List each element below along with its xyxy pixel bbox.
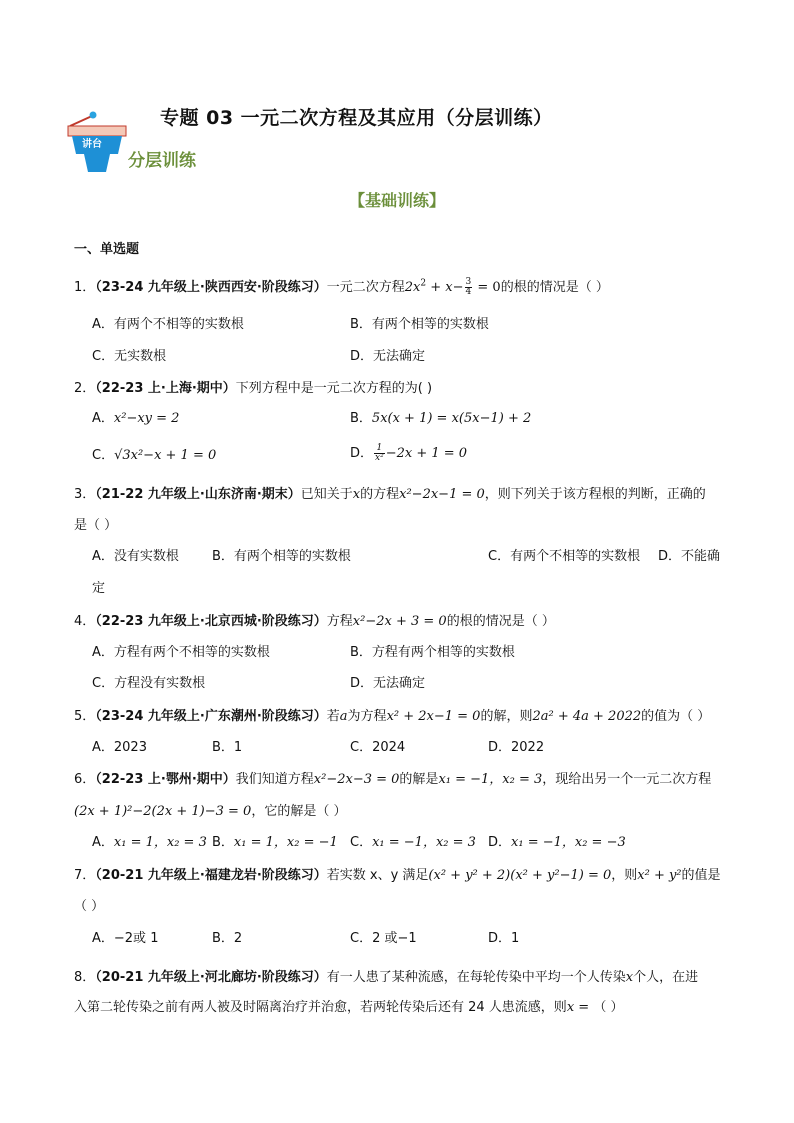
question-6-line2: (2x + 1)²−2(2x + 1)−3 = 0，它的解是（ ） bbox=[74, 804, 347, 819]
q6-option-b[interactable]: B．x₁ = 1，x₂ = −1 bbox=[212, 835, 338, 850]
q2-option-c[interactable]: C．√3x²−x + 1 = 0 bbox=[92, 448, 217, 463]
q3-option-b[interactable]: B．有两个相等的实数根 bbox=[212, 549, 351, 564]
q3-option-c[interactable]: C．有两个不相等的实数根 bbox=[488, 549, 641, 564]
question-2: 2．（22-23 上·上海·期中）下列方程中是一元二次方程的为( ) bbox=[74, 381, 433, 396]
q2-option-b[interactable]: B．5x(x + 1) = x(5x−1) + 2 bbox=[350, 411, 532, 426]
q4-option-a[interactable]: A．方程有两个不相等的实数根 bbox=[92, 645, 270, 660]
question-5: 5．（23-24 九年级上·广东潮州·阶段练习）若a为方程x² + 2x−1 = 0的解，则2a² + 4a + 2022的值为（ ） bbox=[74, 709, 711, 724]
q7-option-d[interactable]: D．1 bbox=[488, 931, 520, 946]
question-6: 6．（22-23 上·鄂州·期中）我们知道方程x²−2x−3 = 0的解是x₁ = −1，x₂ = 3，现给出另一个一元二次方程 bbox=[74, 772, 712, 787]
q2-option-a[interactable]: A．x²−xy = 2 bbox=[92, 411, 180, 426]
q3-option-a[interactable]: A．没有实数根 bbox=[92, 549, 179, 564]
question-3-line2: 是（ ） bbox=[74, 518, 118, 533]
q7-option-b[interactable]: B．2 bbox=[212, 931, 243, 946]
q1-option-b[interactable]: B．有两个相等的实数根 bbox=[350, 317, 489, 332]
page-title: 专题 03 一元二次方程及其应用（分层训练） bbox=[160, 107, 553, 129]
q4-option-d[interactable]: D．无法确定 bbox=[350, 676, 426, 691]
q7-option-c[interactable]: C．2 或−1 bbox=[350, 931, 417, 946]
question-4: 4．（22-23 九年级上·北京西城·阶段练习）方程x²−2x + 3 = 0的根的情况是（ ） bbox=[74, 614, 555, 629]
q6-option-d[interactable]: D．x₁ = −1，x₂ = −3 bbox=[488, 835, 626, 850]
question-1: 1．（23-24 九年级上·陕西西安·阶段练习）一元二次方程$2x^2 + x-$ $\frac{3}{4}$ = 0的根的情况是（ ） bbox=[74, 277, 609, 297]
logo-label: 讲台 bbox=[82, 139, 102, 150]
question-8: 8．（20-21 九年级上·河北廊坊·阶段练习）有一人患了某种流感，在每轮传染中平均一个人传染x个人，在进 bbox=[74, 970, 699, 985]
q3-option-d-wrap: 定 bbox=[92, 581, 106, 596]
q1-option-d[interactable]: D．无法确定 bbox=[350, 349, 426, 364]
section-heading: 【基础训练】 bbox=[348, 191, 445, 210]
q3-option-d[interactable]: D．不能确 bbox=[658, 549, 721, 564]
q7-option-a[interactable]: A．−2或 1 bbox=[92, 931, 159, 946]
q4-option-c[interactable]: C．方程没有实数根 bbox=[92, 676, 206, 691]
lectern-logo bbox=[62, 106, 130, 174]
part-heading: 一、单选题 bbox=[74, 242, 140, 257]
question-7: 7．（20-21 九年级上·福建龙岩·阶段练习）若实数 x、y 满足(x² + y² + 2)(x² + y²−1) = 0，则x² + y²的值是 bbox=[74, 868, 721, 883]
question-3: 3．（21-22 九年级上·山东济南·期末）已知关于x的方程x²−2x−1 = 0，则下列关于该方程根的判断，正确的 bbox=[74, 487, 706, 502]
q4-option-b[interactable]: B．方程有两个相等的实数根 bbox=[350, 645, 515, 660]
q5-option-b[interactable]: B．1 bbox=[212, 740, 243, 755]
q1-option-c[interactable]: C．无实数根 bbox=[92, 349, 167, 364]
q5-option-d[interactable]: D．2022 bbox=[488, 740, 545, 755]
q1-option-a[interactable]: A．有两个不相等的实数根 bbox=[92, 317, 244, 332]
q6-option-c[interactable]: C．x₁ = −1，x₂ = 3 bbox=[350, 835, 476, 850]
subtitle: 分层训练 bbox=[128, 151, 196, 171]
question-8-line2: 入第二轮传染之前有两人被及时隔离治疗并治愈，若两轮传染后还有 24 人患流感，则x = （ ） bbox=[74, 1000, 624, 1015]
q5-option-a[interactable]: A．2023 bbox=[92, 740, 147, 755]
q6-option-a[interactable]: A．x₁ = 1，x₂ = 3 bbox=[92, 835, 207, 850]
q2-option-d[interactable]: D． $\frac{1}{\text{x²}}$ −2x + 1 = 0 bbox=[350, 443, 468, 463]
q5-option-c[interactable]: C．2024 bbox=[350, 740, 406, 755]
question-7-line2: （ ） bbox=[74, 899, 105, 914]
